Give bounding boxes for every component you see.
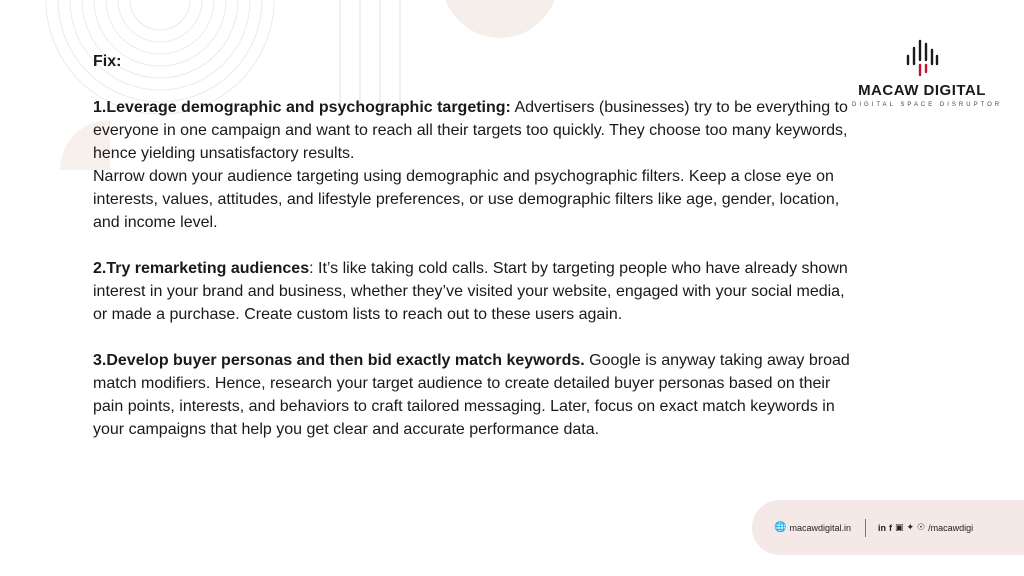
list-item [93,349,853,441]
list-item [93,257,853,326]
social-links [878,522,973,533]
item-text: Advertisers (businesses) try to be everything to everyone in one campaign and want to reach all their targets too quickly. They choose too many keywords, hence yielding unsatisfactory results. [93,99,848,162]
item-text: : It’s like taking cold calls. Start by targeting people who have already shown interest in your brand and business, whether they’ve visited your website, engaged with your social media, or made a purchase. Create custom lists to reach out to these users again. [93,260,848,323]
brand-logo [852,38,1003,108]
pinterest-icon[interactable]: ☉ [917,522,926,532]
divider [865,519,866,537]
brand-tagline: DIGITAL SPACE DISRUPTOR [852,102,1003,108]
website-link[interactable] [774,522,851,533]
item-text: Google is anyway taking away broad match modifiers. Hence, research your target audience to create detailed buyer personas based on their pain points, interests, and behaviors to craft tailored messaging. Later, focus on exact match keywords in your campaigns that help you get clear and accurate performance data. [93,352,850,438]
fix-heading: Fix: [93,53,122,70]
item-title: 2.Try remarketing audiences [93,260,310,277]
linkedin-icon[interactable]: in [877,522,886,533]
globe-icon: 🌐 [774,522,787,533]
main-content [93,50,853,464]
item-title: 3.Develop buyer personas and then bid exactly match keywords. [93,352,585,369]
item-extra: Narrow down your audience targeting using demographic and psychographic filters. Keep a close eye on interests, values, attitudes, and lifestyle preferences, or use demographic filters like age, gender, location, and income level. [93,168,840,231]
list-item [93,96,853,234]
facebook-icon[interactable]: f [888,522,892,533]
footer-bar [752,500,1024,555]
logo-mark-icon [904,38,940,78]
brand-name: MACAW DIGITAL [858,82,986,99]
social-handle: /macawdigi [928,522,974,533]
instagram-icon[interactable]: ▣ [894,522,904,532]
twitter-icon[interactable]: ✦ [906,522,915,532]
item-title: 1.Leverage demographic and psychographic targeting: [93,99,511,116]
website-text: macawdigital.in [789,522,851,533]
